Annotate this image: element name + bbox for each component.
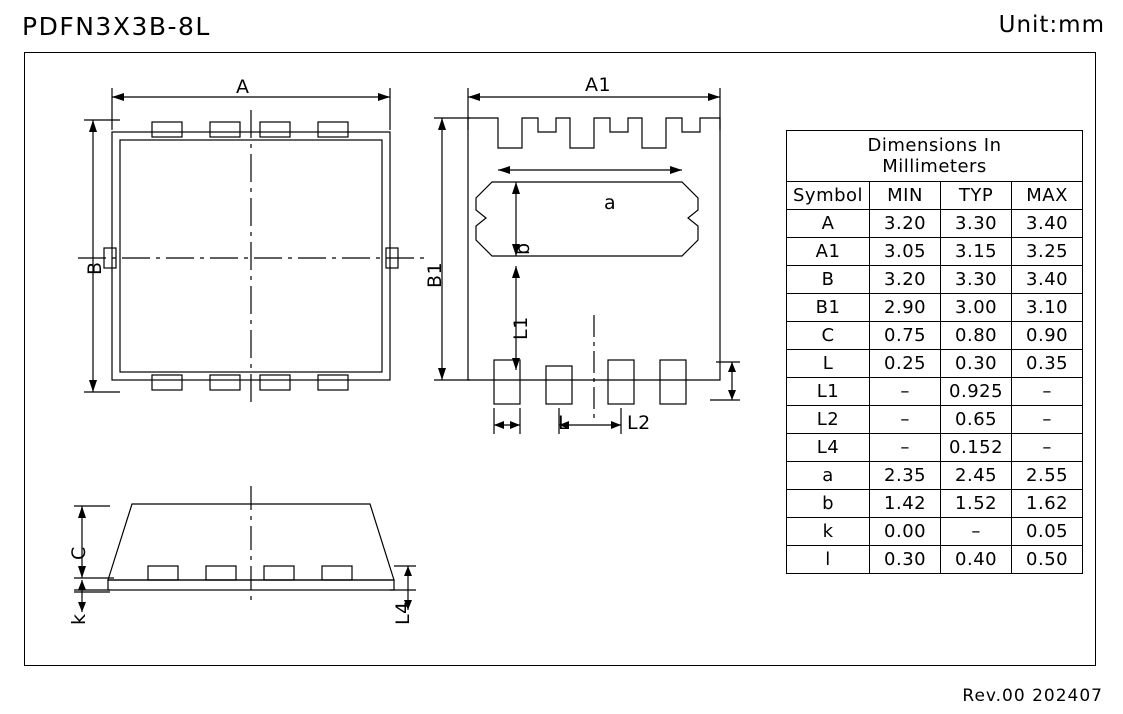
- cell-typ: 0.152: [941, 434, 1012, 462]
- cell-typ: –: [941, 518, 1012, 546]
- cell-min: 1.42: [870, 490, 941, 518]
- top-view-drawing: [60, 70, 460, 410]
- cell-symbol: a: [787, 462, 870, 490]
- cell-symbol: k: [787, 518, 870, 546]
- table-row: [787, 434, 1083, 462]
- cell-symbol: b: [787, 490, 870, 518]
- table-row: [787, 210, 1083, 238]
- table-row: [787, 490, 1083, 518]
- cell-symbol: A1: [787, 238, 870, 266]
- dimensions-table: [786, 130, 1083, 574]
- cell-max: 0.05: [1012, 518, 1083, 546]
- cell-max: 0.90: [1012, 322, 1083, 350]
- table-row: [787, 294, 1083, 322]
- cell-typ: 3.15: [941, 238, 1012, 266]
- table-title-cell: [787, 131, 1083, 182]
- cell-typ: 3.30: [941, 266, 1012, 294]
- cell-typ: 1.52: [941, 490, 1012, 518]
- revision-label: Rev.00 202407: [962, 686, 1103, 706]
- cell-max: 3.40: [1012, 266, 1083, 294]
- column-header-min: MIN: [870, 182, 941, 210]
- cell-typ: 0.65: [941, 406, 1012, 434]
- column-header-symbol: Symbol: [787, 182, 870, 210]
- cell-min: 3.20: [870, 210, 941, 238]
- table-row: [787, 518, 1083, 546]
- table-row: [787, 266, 1083, 294]
- cell-min: –: [870, 434, 941, 462]
- pad-width-label: a: [604, 192, 617, 214]
- cell-min: 3.20: [870, 266, 941, 294]
- cell-max: 1.62: [1012, 490, 1083, 518]
- cell-typ: 0.925: [941, 378, 1012, 406]
- cell-max: 3.40: [1012, 210, 1083, 238]
- cell-max: 0.35: [1012, 350, 1083, 378]
- cell-symbol: L2: [787, 406, 870, 434]
- lead-length-label: L1: [510, 316, 532, 340]
- table-title-line1: Dimensions In: [867, 135, 1002, 156]
- cell-typ: 3.00: [941, 294, 1012, 322]
- table-title-row: [787, 131, 1083, 182]
- table-header-row: [787, 182, 1083, 210]
- table-row: [787, 350, 1083, 378]
- body-height-label: C: [68, 546, 90, 560]
- dimensions-table-body: [787, 131, 1083, 574]
- cell-symbol: B1: [787, 294, 870, 322]
- cell-typ: 3.30: [941, 210, 1012, 238]
- cell-typ: 2.45: [941, 462, 1012, 490]
- cell-max: 3.10: [1012, 294, 1083, 322]
- bottom-view-drawing: [420, 70, 760, 460]
- table-row: [787, 406, 1083, 434]
- cell-max: 0.50: [1012, 546, 1083, 574]
- table-row: [787, 462, 1083, 490]
- table-row: [787, 546, 1083, 574]
- cell-symbol: B: [787, 266, 870, 294]
- cell-min: 0.00: [870, 518, 941, 546]
- cell-min: 2.90: [870, 294, 941, 322]
- cell-symbol: C: [787, 322, 870, 350]
- top-view-height-label: B: [84, 261, 106, 275]
- cell-symbol: l: [787, 546, 870, 574]
- table-row: [787, 238, 1083, 266]
- cell-min: 0.30: [870, 546, 941, 574]
- bottom-view-height-label: B1: [424, 261, 446, 288]
- table-title-line2: Millimeters: [882, 156, 987, 177]
- pad-height-label: b: [512, 242, 534, 255]
- cell-min: 0.75: [870, 322, 941, 350]
- cell-max: 2.55: [1012, 462, 1083, 490]
- top-view-width-label: A: [236, 76, 250, 98]
- lead-width-label: L: [558, 412, 570, 434]
- table-row: [787, 378, 1083, 406]
- cell-min: –: [870, 406, 941, 434]
- unit-label: Unit:mm: [998, 12, 1105, 38]
- cell-max: –: [1012, 434, 1083, 462]
- cell-symbol: L1: [787, 378, 870, 406]
- column-header-typ: TYP: [941, 182, 1012, 210]
- standoff-label: k: [68, 613, 90, 625]
- cell-min: 2.35: [870, 462, 941, 490]
- lead-pitch-label: L2: [627, 412, 651, 434]
- cell-symbol: L4: [787, 434, 870, 462]
- cell-typ: 0.30: [941, 350, 1012, 378]
- cell-min: 3.05: [870, 238, 941, 266]
- bottom-view-width-label: A1: [585, 74, 612, 96]
- cell-min: –: [870, 378, 941, 406]
- cell-typ: 0.40: [941, 546, 1012, 574]
- cell-max: –: [1012, 378, 1083, 406]
- cell-max: 3.25: [1012, 238, 1083, 266]
- table-row: [787, 322, 1083, 350]
- cell-symbol: A: [787, 210, 870, 238]
- cell-max: –: [1012, 406, 1083, 434]
- column-header-max: MAX: [1012, 182, 1083, 210]
- cell-typ: 0.80: [941, 322, 1012, 350]
- lead-thickness-label: L4: [392, 601, 414, 625]
- cell-min: 0.25: [870, 350, 941, 378]
- page-title: PDFN3X3B-8L: [22, 12, 211, 41]
- cell-symbol: L: [787, 350, 870, 378]
